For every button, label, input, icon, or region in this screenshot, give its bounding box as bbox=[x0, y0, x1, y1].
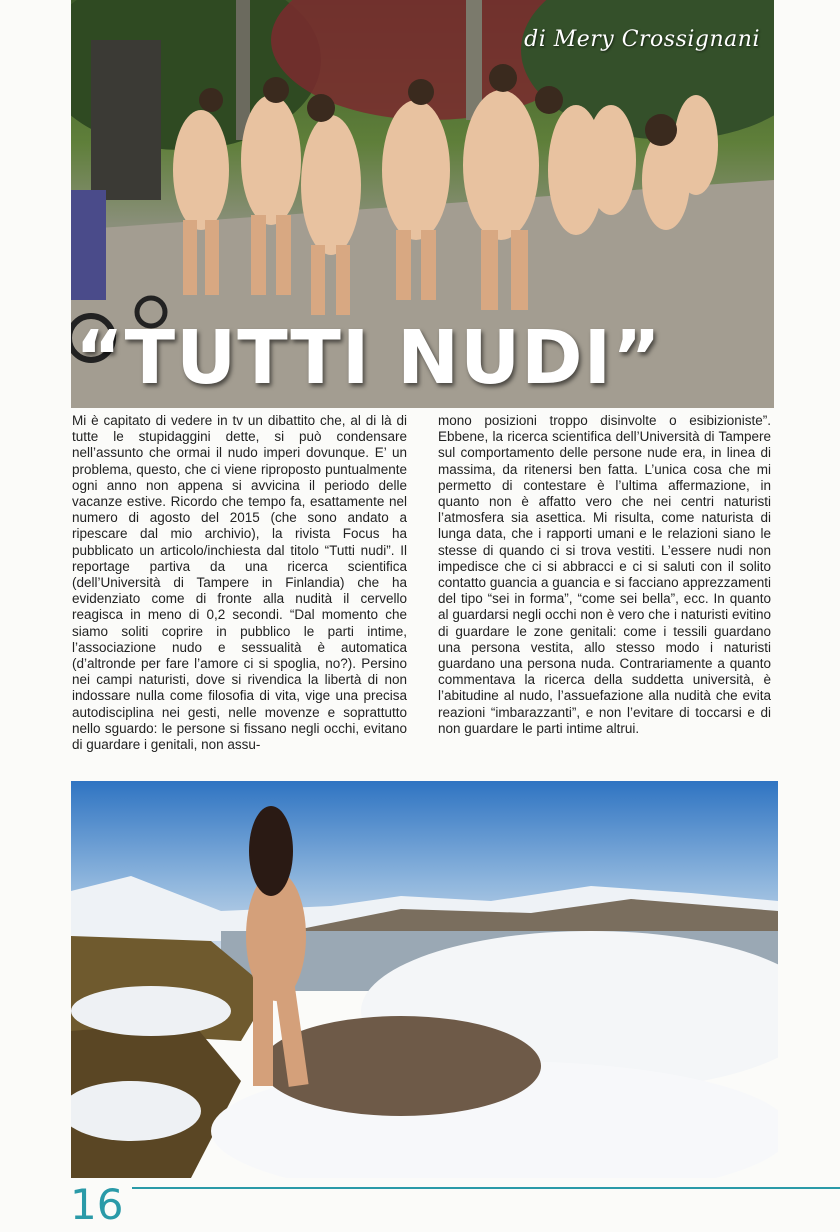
right-column bbox=[438, 413, 771, 737]
left-column-text: Mi è capitato di vedere in tv un dibattito che, al di là di tutte le stupidaggini dette, si può condensare nell’assunto che ormai il nudo imperi dovunque. E’ un problema, questo, che ci viene riproposto puntualmente ogni anno non appena si avvicina il periodo delle vacanze estive. Ricordo che tempo fa, esattamente nel numero di agosto del 2015 (che sono andato a ripescare dal mio archivio), la rivista Focus ha pubblicato un articolo/inchiesta dal titolo “Tutti nudi”. Il reportage partiva da una ricerca scientifica (dell’Università di Tampere in Finlandia) che ha evidenziato come di fronte alla nudità il cervello reagisca in meno di 0,2 secondi. “Dal momento che siamo soliti coprire in pubblico le parti intime, l’associazione nudo e sessualità è automatica (d’altronde per fare l’amore ci si spoglia, no?). Persino nei campi naturisti, dove si rivendica la libertà di non indossare nulla come filosofia di vita, vige una precisa autodisciplina nei gesti, nelle movenze e soprattutto nello sguardo: le persone si fissano negli occhi, evitano di guardare i genitali, non assu- bbox=[72, 413, 407, 753]
left-column bbox=[72, 413, 407, 753]
footer-rule bbox=[132, 1187, 840, 1189]
bottom-photo bbox=[71, 781, 778, 1178]
headline: “TUTTI NUDI” bbox=[75, 315, 662, 401]
page-number: 16 bbox=[70, 1180, 124, 1229]
byline: di Mery Crossignani bbox=[524, 27, 760, 52]
right-column-text: mono posizioni troppo disinvolte o esibizioniste”. Ebbene, la ricerca scientifica dell’Università di Tampere sul comportamento delle persone nude era, in linea di massima, da ritenersi ben fatta. L’unica cosa che mi permetto di contestare è l’ultima affermazione, in quanto non è affatto vero che nei centri naturisti l’atmosfera sia asettica. Mi risulta, come naturista di lunga data, che i rapporti umani e le relazioni siano le stesse di quando ci si trova vestiti. L’essere nudi non impedisce che ci si abbracci e ci si saluti con il solito contatto guancia a guancia e si facciano apprezzamenti del tipo “sei in forma”, “come sei bella”, ecc. In quanto al guardarsi negli occhi non è vero che i naturisti evitino di guardare le zone genitali: come i tessili guardano una persona vestita, allo stesso modo i naturisti guardano una persona nuda. Contrariamente a quanto commentava la ricerca della suddetta università, è l’abitudine al nudo, l’assuefazione alla nudità che evita reazioni “imbarazzanti”, e non l’evitare di toccarsi e di non guardare le parti intime altrui. bbox=[438, 413, 771, 736]
